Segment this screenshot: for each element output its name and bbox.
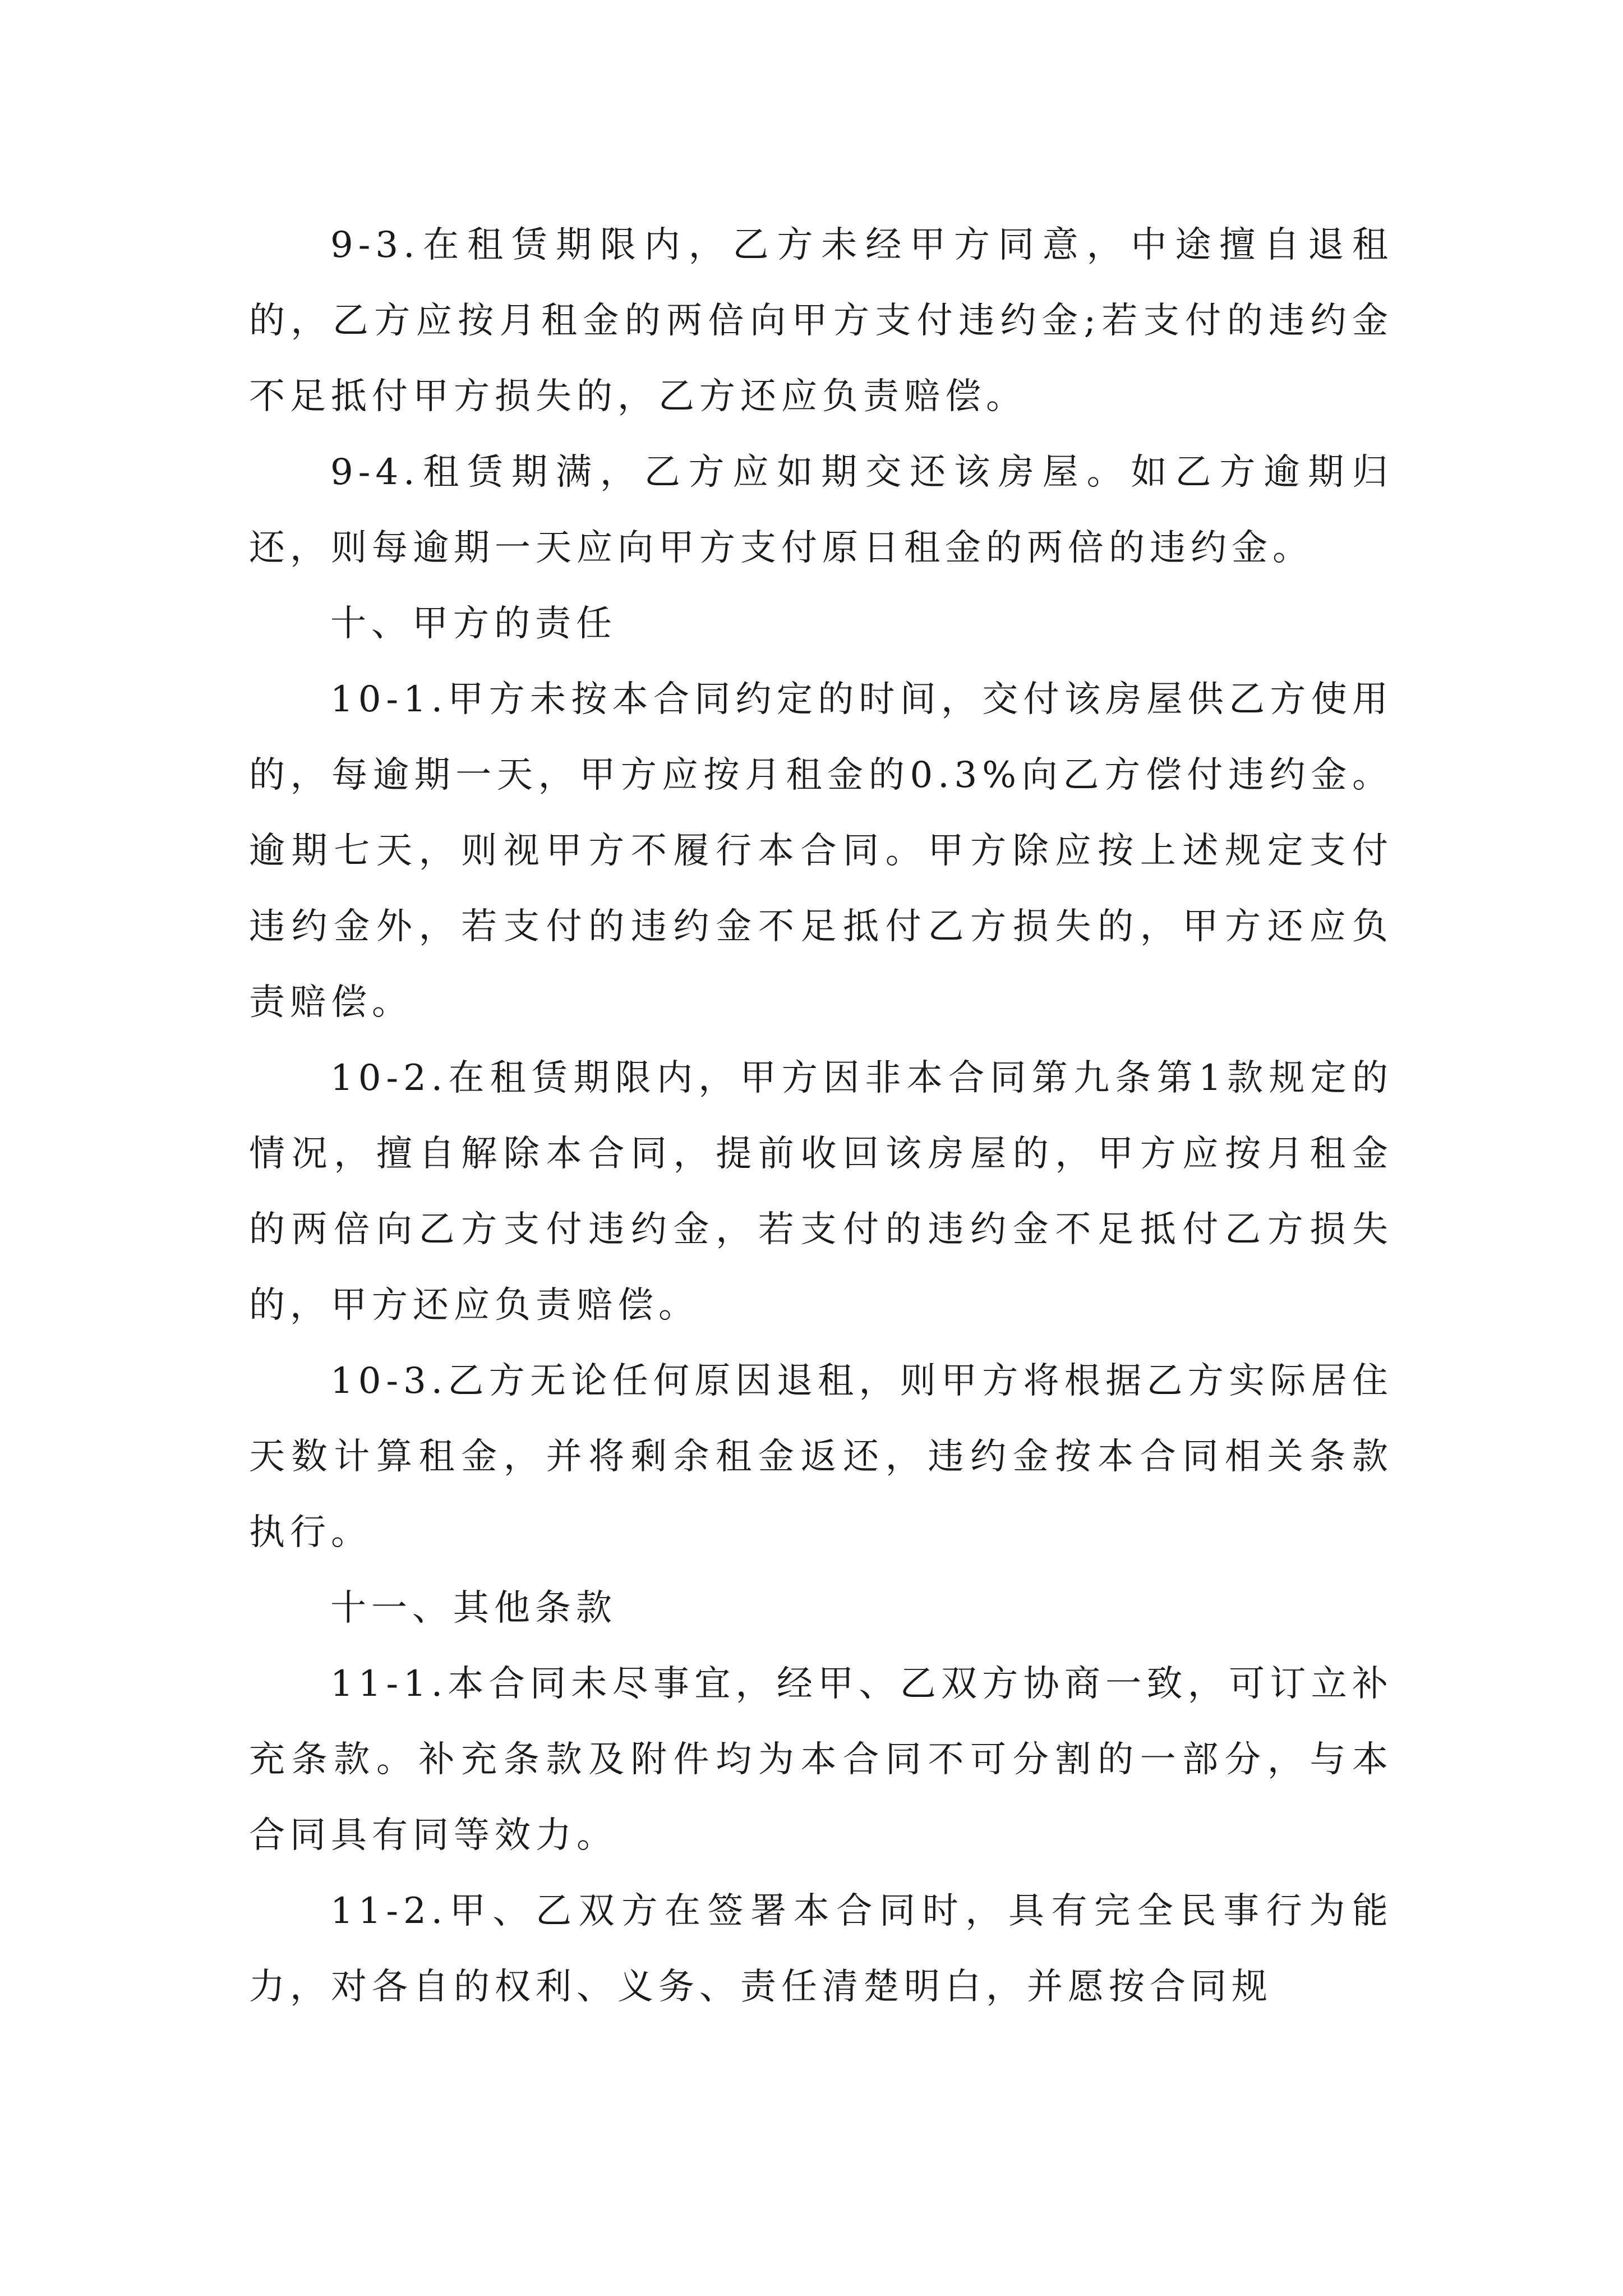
clause-11-2: 11-2.甲、乙双方在签署本合同时，具有完全民事行为能力，对各自的权利、义务、责任清楚明白，并愿按合同规 <box>249 1890 1393 2008</box>
clause-10-1: 10-1.甲方未按本合同约定的时间，交付该房屋供乙方使用的，每逾期一天，甲方应按月租金的0.3%向乙方偿付违约金。逾期七天，则视甲方不履行本合同。甲方除应按上述规定支付违约金外，若支付的违约金不足抵付乙方损失的，甲方还应负责赔偿。 <box>249 679 1393 1023</box>
clause-10-2: 10-2.在租赁期限内，甲方因非本合同第九条第1款规定的情况，擅自解除本合同，提前收回该房屋的，甲方应按月租金的两倍向乙方支付违约金，若支付的违约金不足抵付乙方损失的，甲方还应负责赔偿。 <box>249 1057 1393 1326</box>
clause-9-4: 9-4.租赁期满，乙方应如期交还该房屋。如乙方逾期归还，则每逾期一天应向甲方支付原日租金的两倍的违约金。 <box>249 452 1393 569</box>
clause-10-3: 10-3.乙方无论任何原因退租，则甲方将根据乙方实际居住天数计算租金，并将剩余租金返还，违约金按本合同相关条款执行。 <box>249 1360 1393 1553</box>
clause-11-1: 11-1.本合同未尽事宜，经甲、乙双方协商一致，可订立补充条款。补充条款及附件均为本合同不可分割的一部分，与本合同具有同等效力。 <box>249 1663 1393 1856</box>
section-heading-10: 十、甲方的责任 <box>330 603 617 645</box>
section-heading-11: 十一、其他条款 <box>330 1588 617 1629</box>
document-page <box>249 208 1393 2025</box>
clause-9-3: 9-3.在租赁期限内，乙方未经甲方同意，中途擅自退租的，乙方应按月租金的两倍向甲方支付违约金;若支付的违约金不足抵付甲方损失的，乙方还应负责赔偿。 <box>249 224 1393 417</box>
